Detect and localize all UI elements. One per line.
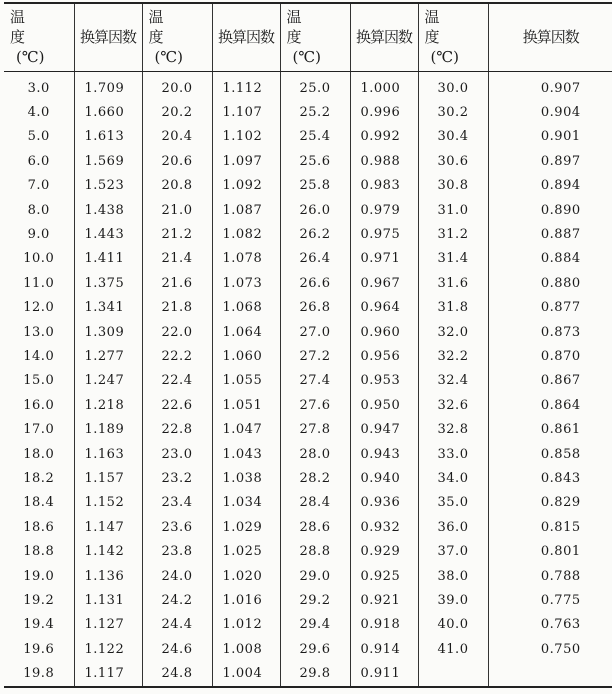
- temperature-cell: 29.4: [280, 613, 350, 637]
- factor-cell: 0.763: [488, 613, 612, 637]
- factor-cell: 1.375: [74, 271, 142, 295]
- factor-cell: 0.947: [350, 417, 418, 441]
- factor-cell: 1.029: [212, 515, 280, 539]
- temperature-cell: 24.0: [142, 564, 212, 588]
- factor-cell: 0.943: [350, 442, 418, 466]
- factor-cell: 1.038: [212, 466, 280, 490]
- factor-cell: 1.068: [212, 296, 280, 320]
- table-row: [4, 515, 612, 539]
- temperature-cell: 24.6: [142, 637, 212, 661]
- temperature-cell: 26.6: [280, 271, 350, 295]
- factor-cell: 0.904: [488, 100, 612, 124]
- factor-cell: 1.082: [212, 222, 280, 246]
- temperature-cell: 22.2: [142, 344, 212, 368]
- temperature-cell: 24.4: [142, 613, 212, 637]
- table-header: [4, 3, 612, 72]
- temperature-cell: 25.0: [280, 72, 350, 101]
- factor-cell: 1.097: [212, 149, 280, 173]
- temperature-cell: 6.0: [27, 153, 50, 169]
- temperature-cell: 32.8: [418, 417, 488, 441]
- factor-cell: 0.914: [350, 637, 418, 661]
- temperature-cell: 28.2: [280, 466, 350, 490]
- factor-cell: 0.950: [350, 393, 418, 417]
- factor-cell: 0.897: [488, 149, 612, 173]
- temperature-cell: 18.2: [23, 470, 55, 486]
- temperature-cell: 31.8: [418, 296, 488, 320]
- factor-cell: 0.880: [488, 271, 612, 295]
- factor-cell: 1.055: [212, 369, 280, 393]
- temperature-header: 温 度 (℃): [4, 3, 74, 72]
- factor-cell: 1.060: [212, 344, 280, 368]
- factor-cell: 1.247: [74, 369, 142, 393]
- factor-cell: 1.020: [212, 564, 280, 588]
- temperature-cell: 20.0: [142, 72, 212, 101]
- factor-cell: 0.967: [350, 271, 418, 295]
- factor-cell: 0.884: [488, 247, 612, 271]
- temperature-cell: 32.6: [418, 393, 488, 417]
- factor-cell: 0.775: [488, 588, 612, 612]
- factor-cell: 0.843: [488, 466, 612, 490]
- factor-cell: 0.873: [488, 320, 612, 344]
- table-row: [4, 369, 612, 393]
- temperature-cell: 27.8: [280, 417, 350, 441]
- table-row: [4, 100, 612, 124]
- temperature-cell: 40.0: [418, 613, 488, 637]
- factor-cell: 1.443: [74, 222, 142, 246]
- factor-cell: 0.983: [350, 174, 418, 198]
- temperature-cell: 26.8: [280, 296, 350, 320]
- factor-cell: 0.815: [488, 515, 612, 539]
- table-row: [4, 247, 612, 271]
- temperature-cell: 23.4: [142, 491, 212, 515]
- factor-header: 换算因数: [488, 3, 612, 72]
- temperature-cell: 19.6: [23, 641, 55, 657]
- temperature-cell: 33.0: [418, 442, 488, 466]
- factor-cell: 1.016: [212, 588, 280, 612]
- temperature-cell: 32.4: [418, 369, 488, 393]
- factor-cell: 0.864: [488, 393, 612, 417]
- temperature-cell: 24.8: [142, 661, 212, 686]
- temperature-cell: 18.0: [23, 446, 55, 462]
- factor-cell: 1.309: [74, 320, 142, 344]
- temperature-cell: 28.8: [280, 539, 350, 563]
- factor-cell: 1.411: [74, 247, 142, 271]
- temperature-cell: 28.0: [280, 442, 350, 466]
- factor-cell: 0.975: [350, 222, 418, 246]
- temperature-header: 温 度 (℃): [418, 3, 488, 72]
- table-row: [4, 661, 612, 686]
- factor-cell: 0.918: [350, 613, 418, 637]
- temperature-cell: 29.0: [280, 564, 350, 588]
- temperature-cell: 4.0: [27, 105, 50, 121]
- temperature-cell: 29.8: [280, 661, 350, 686]
- temperature-cell: 20.2: [142, 100, 212, 124]
- factor-cell: 1.034: [212, 491, 280, 515]
- table-row: [4, 613, 612, 637]
- factor-cell: 1.136: [74, 564, 142, 588]
- table-row: [4, 417, 612, 441]
- temperature-cell: 37.0: [418, 539, 488, 563]
- temperature-cell: 3.0: [27, 80, 50, 96]
- temperature-cell: 30.6: [418, 149, 488, 173]
- temperature-cell: 22.6: [142, 393, 212, 417]
- temperature-cell: 23.8: [142, 539, 212, 563]
- temperature-cell: 31.0: [418, 198, 488, 222]
- temperature-cell: 29.2: [280, 588, 350, 612]
- factor-cell: 0.936: [350, 491, 418, 515]
- temperature-cell: 35.0: [418, 491, 488, 515]
- temperature-cell: 17.0: [23, 422, 55, 438]
- temperature-cell: 10.0: [23, 251, 55, 267]
- temperature-cell: 39.0: [418, 588, 488, 612]
- temperature-cell: 18.4: [23, 495, 55, 511]
- temperature-cell: 22.4: [142, 369, 212, 393]
- factor-cell: 0.829: [488, 491, 612, 515]
- temperature-cell: 25.2: [280, 100, 350, 124]
- temperature-cell: 18.6: [23, 519, 55, 535]
- factor-header: 换算因数: [350, 3, 418, 72]
- table-row: [4, 320, 612, 344]
- temperature-cell: 20.8: [142, 174, 212, 198]
- temperature-cell: 32.0: [418, 320, 488, 344]
- table-row: [4, 271, 612, 295]
- temperature-cell: 13.0: [23, 324, 55, 340]
- temperature-cell: 28.4: [280, 491, 350, 515]
- factor-cell: 0.953: [350, 369, 418, 393]
- factor-cell: 1.073: [212, 271, 280, 295]
- factor-cell: 1.152: [74, 491, 142, 515]
- factor-cell: 1.122: [74, 637, 142, 661]
- temperature-cell: 22.8: [142, 417, 212, 441]
- factor-cell: 0.925: [350, 564, 418, 588]
- temperature-cell: 27.4: [280, 369, 350, 393]
- factor-cell: 1.102: [212, 125, 280, 149]
- table-row: [4, 564, 612, 588]
- temperature-cell: 20.4: [142, 125, 212, 149]
- factor-cell: 0.992: [350, 125, 418, 149]
- temperature-cell: 11.0: [23, 275, 55, 291]
- factor-header: 换算因数: [212, 3, 280, 72]
- temperature-cell: 30.0: [418, 72, 488, 101]
- temperature-cell: 27.6: [280, 393, 350, 417]
- factor-cell: 1.004: [212, 661, 280, 686]
- factor-cell: 0.901: [488, 125, 612, 149]
- factor-cell: 1.107: [212, 100, 280, 124]
- table-body: [4, 72, 612, 687]
- temperature-cell: 19.8: [23, 666, 55, 682]
- temperature-cell: 7.0: [27, 178, 50, 194]
- factor-cell: 1.078: [212, 247, 280, 271]
- factor-cell: 0.960: [350, 320, 418, 344]
- temperature-cell: 26.2: [280, 222, 350, 246]
- temperature-conversion-table: [4, 2, 612, 688]
- factor-cell: 1.163: [74, 442, 142, 466]
- table-row: [4, 296, 612, 320]
- temperature-cell: 27.0: [280, 320, 350, 344]
- temperature-cell: 9.0: [27, 227, 50, 243]
- table-row: [4, 539, 612, 563]
- factor-cell: 0.940: [350, 466, 418, 490]
- factor-cell: 1.025: [212, 539, 280, 563]
- table-row: [4, 491, 612, 515]
- temperature-cell: 14.0: [23, 348, 55, 364]
- temperature-cell: 12.0: [23, 300, 55, 316]
- temperature-cell: 30.8: [418, 174, 488, 198]
- temperature-cell: 19.4: [23, 617, 55, 633]
- factor-cell: 1.569: [74, 149, 142, 173]
- factor-cell: 1.087: [212, 198, 280, 222]
- temperature-cell: 23.2: [142, 466, 212, 490]
- factor-cell: 1.438: [74, 198, 142, 222]
- temperature-cell: 30.4: [418, 125, 488, 149]
- factor-header: 换算因数: [74, 3, 142, 72]
- factor-cell: 1.709: [74, 72, 142, 101]
- temperature-cell: 18.8: [23, 544, 55, 560]
- factor-cell: 0.870: [488, 344, 612, 368]
- table-row: [4, 198, 612, 222]
- factor-cell: 0.971: [350, 247, 418, 271]
- temperature-cell: 19.0: [23, 568, 55, 584]
- factor-cell: 1.218: [74, 393, 142, 417]
- factor-cell: 1.189: [74, 417, 142, 441]
- table-row: [4, 637, 612, 661]
- table-row: [4, 125, 612, 149]
- factor-cell: 1.051: [212, 393, 280, 417]
- factor-cell: 1.064: [212, 320, 280, 344]
- factor-cell: 0.801: [488, 539, 612, 563]
- factor-cell: 0.867: [488, 369, 612, 393]
- factor-cell: 1.131: [74, 588, 142, 612]
- factor-cell: 1.117: [74, 661, 142, 686]
- temperature-cell: 31.2: [418, 222, 488, 246]
- temperature-cell: 19.2: [23, 592, 55, 608]
- factor-cell: 1.142: [74, 539, 142, 563]
- factor-cell: 1.008: [212, 637, 280, 661]
- temperature-cell: 23.6: [142, 515, 212, 539]
- temperature-cell: 38.0: [418, 564, 488, 588]
- factor-cell: 0.964: [350, 296, 418, 320]
- factor-cell: 0.979: [350, 198, 418, 222]
- factor-cell: 0.929: [350, 539, 418, 563]
- temperature-cell: 23.0: [142, 442, 212, 466]
- factor-cell: 0.932: [350, 515, 418, 539]
- factor-cell: 0.921: [350, 588, 418, 612]
- temperature-cell: 8.0: [27, 202, 50, 218]
- temperature-cell: 20.6: [142, 149, 212, 173]
- temperature-cell: 32.2: [418, 344, 488, 368]
- temperature-cell: 29.6: [280, 637, 350, 661]
- factor-cell: [488, 661, 612, 686]
- temperature-cell: 25.6: [280, 149, 350, 173]
- factor-cell: 0.890: [488, 198, 612, 222]
- factor-cell: 0.887: [488, 222, 612, 246]
- temperature-cell: 21.0: [142, 198, 212, 222]
- table-row: [4, 174, 612, 198]
- temperature-cell: 31.4: [418, 247, 488, 271]
- temperature-cell: 25.8: [280, 174, 350, 198]
- table-row: [4, 72, 612, 101]
- temperature-header: 温 度 (℃): [142, 3, 212, 72]
- table-row: [4, 393, 612, 417]
- factor-cell: 0.877: [488, 296, 612, 320]
- factor-cell: 0.996: [350, 100, 418, 124]
- factor-cell: 1.147: [74, 515, 142, 539]
- temperature-header: 温 度 (℃): [280, 3, 350, 72]
- temperature-cell: 28.6: [280, 515, 350, 539]
- factor-cell: 1.092: [212, 174, 280, 198]
- temperature-cell: 41.0: [418, 637, 488, 661]
- factor-cell: 1.047: [212, 417, 280, 441]
- table-row: [4, 466, 612, 490]
- factor-cell: 0.750: [488, 637, 612, 661]
- table-row: [4, 344, 612, 368]
- temperature-cell: 26.0: [280, 198, 350, 222]
- factor-cell: 1.012: [212, 613, 280, 637]
- factor-cell: 1.043: [212, 442, 280, 466]
- temperature-cell: 34.0: [418, 466, 488, 490]
- factor-cell: 1.277: [74, 344, 142, 368]
- temperature-cell: 25.4: [280, 125, 350, 149]
- temperature-cell: 31.6: [418, 271, 488, 295]
- factor-cell: 0.956: [350, 344, 418, 368]
- factor-cell: 1.613: [74, 125, 142, 149]
- factor-cell: 0.988: [350, 149, 418, 173]
- factor-cell: 0.861: [488, 417, 612, 441]
- table-row: [4, 588, 612, 612]
- factor-cell: 0.907: [488, 72, 612, 101]
- factor-cell: 0.911: [350, 661, 418, 686]
- factor-cell: 1.523: [74, 174, 142, 198]
- table-row: [4, 222, 612, 246]
- temperature-cell: 26.4: [280, 247, 350, 271]
- table-row: [4, 149, 612, 173]
- temperature-cell: 36.0: [418, 515, 488, 539]
- temperature-cell: 5.0: [27, 129, 50, 145]
- temperature-cell: 15.0: [23, 373, 55, 389]
- temperature-cell: 21.6: [142, 271, 212, 295]
- factor-cell: 0.858: [488, 442, 612, 466]
- temperature-cell: 22.0: [142, 320, 212, 344]
- factor-cell: 1.660: [74, 100, 142, 124]
- temperature-cell: 16.0: [23, 397, 55, 413]
- factor-cell: 0.788: [488, 564, 612, 588]
- factor-cell: 1.341: [74, 296, 142, 320]
- factor-cell: 1.157: [74, 466, 142, 490]
- factor-cell: 0.894: [488, 174, 612, 198]
- factor-cell: 1.127: [74, 613, 142, 637]
- temperature-cell: 30.2: [418, 100, 488, 124]
- table-row: [4, 442, 612, 466]
- factor-cell: 1.112: [212, 72, 280, 101]
- factor-cell: 1.000: [350, 72, 418, 101]
- temperature-cell: 21.4: [142, 247, 212, 271]
- temperature-cell: 21.8: [142, 296, 212, 320]
- temperature-cell: 24.2: [142, 588, 212, 612]
- temperature-cell: 27.2: [280, 344, 350, 368]
- temperature-cell: [418, 661, 488, 686]
- temperature-cell: 21.2: [142, 222, 212, 246]
